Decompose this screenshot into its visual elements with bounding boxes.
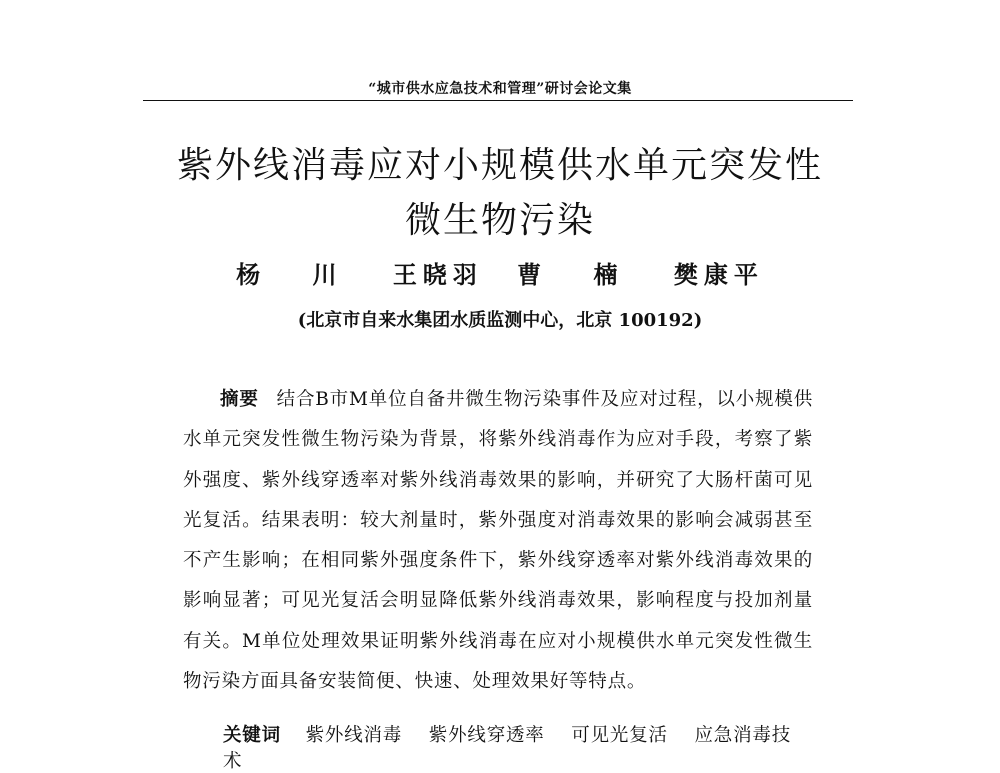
affiliation: (北京市自来水集团水质监测中心，北京 100192)	[297, 310, 703, 331]
author-list	[0, 255, 1000, 290]
keyword: 紫外线消毒	[305, 725, 403, 746]
keywords-label: 关键词	[223, 725, 281, 746]
author-name: 杨 川	[236, 261, 359, 289]
abstract-label: 摘要	[220, 389, 259, 410]
running-header: “城市供水应急技术和管理”研讨会论文集	[368, 81, 632, 97]
keyword: 可见光复活	[571, 725, 668, 746]
abstract	[183, 380, 813, 702]
author-name: 樊康平	[673, 261, 764, 289]
abstract-text: 结合B市M单位自备井微生物污染事件及应对过程，以小规模供水单元突发性微生物污染为背景，将紫外线消毒作为应对手段，考察了紫外强度、紫外线穿透率对紫外线消毒效果的影响，并研究了大肠杆菌可见光复活。结果表明：较大剂量时，紫外强度对消毒效果的影响会减弱甚至不产生影响；在相同紫外强度条件下，紫外线穿透率对紫外线消毒效果的影响显著；可见光复活会明显降低紫外线消毒效果，影响程度与投加剂量有关。M单位处理效果证明紫外线消毒在应对小规模供水单元突发性微生物污染方面具备安装简便、快速、处理效果好等特点。	[183, 389, 813, 693]
keywords	[223, 721, 823, 773]
header-rule	[143, 100, 853, 101]
title-line-2: 微生物污染	[404, 200, 595, 241]
author-name: 王晓羽	[392, 261, 483, 289]
keyword: 应急消毒技术	[223, 725, 792, 772]
keyword: 紫外线穿透率	[428, 725, 545, 746]
author-name: 曹 楠	[517, 261, 640, 289]
title-line-1: 紫外线消毒应对小规模供水单元突发性	[176, 145, 823, 186]
